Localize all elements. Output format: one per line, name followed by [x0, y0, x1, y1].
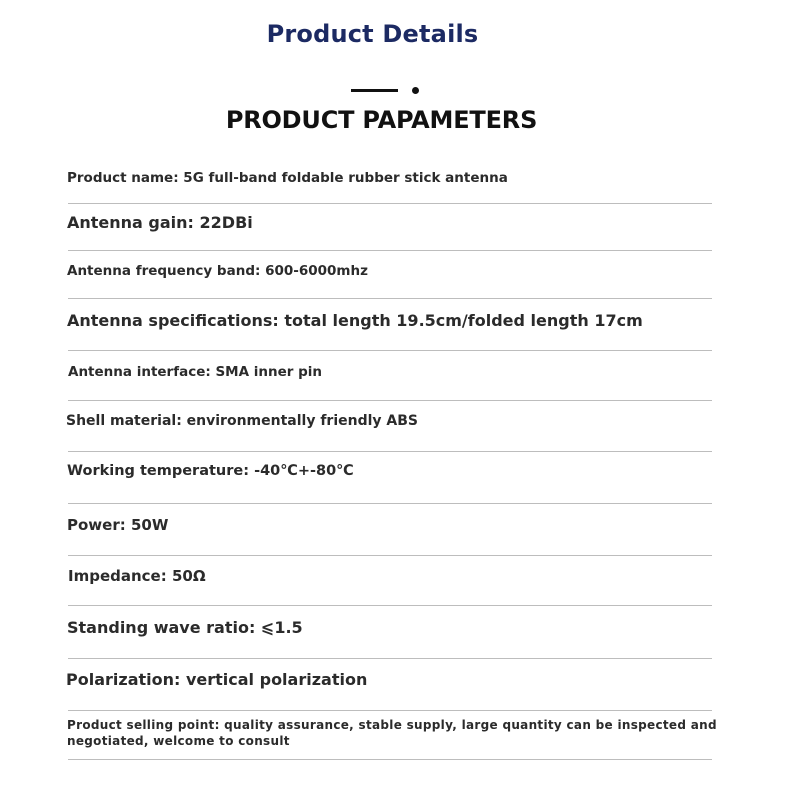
decorative-line	[351, 89, 398, 92]
param-product-name: Product name: 5G full-band foldable rubber stick antenna	[67, 170, 508, 186]
row-divider	[68, 555, 712, 556]
row-divider	[68, 203, 712, 204]
param-standing-wave-ratio: Standing wave ratio: ⩽1.5	[67, 618, 303, 637]
row-divider	[68, 400, 712, 401]
param-working-temperature: Working temperature: -40℃+-80℃	[67, 463, 354, 479]
param-antenna-interface: Antenna interface: SMA inner pin	[68, 364, 323, 380]
param-polarization: Polarization: vertical polarization	[66, 670, 368, 689]
product-details-title: Product Details	[266, 20, 479, 48]
row-divider	[68, 503, 712, 504]
param-power: Power: 50W	[67, 516, 169, 534]
param-antenna-specifications: Antenna specifications: total length 19.5cm/folded length 17cm	[67, 311, 643, 330]
row-divider	[68, 451, 712, 452]
decorative-dot	[412, 87, 419, 94]
row-divider	[68, 605, 712, 606]
row-divider	[68, 759, 712, 760]
param-shell-material: Shell material: environmentally friendly ABS	[66, 413, 418, 429]
row-divider	[68, 350, 712, 351]
row-divider	[68, 298, 712, 299]
param-selling-point: Product selling point: quality assurance, stable supply, large quantity can be inspected and negotiated, welcome to consult	[67, 718, 717, 748]
row-divider	[68, 250, 712, 251]
param-antenna-gain: Antenna gain: 22DBi	[67, 213, 253, 232]
product-parameters-title: PRODUCT PAPAMETERS	[225, 106, 538, 134]
param-impedance: Impedance: 50Ω	[68, 567, 206, 585]
row-divider	[68, 710, 712, 711]
row-divider	[68, 658, 712, 659]
param-frequency-band: Antenna frequency band: 600-6000mhz	[67, 263, 368, 279]
